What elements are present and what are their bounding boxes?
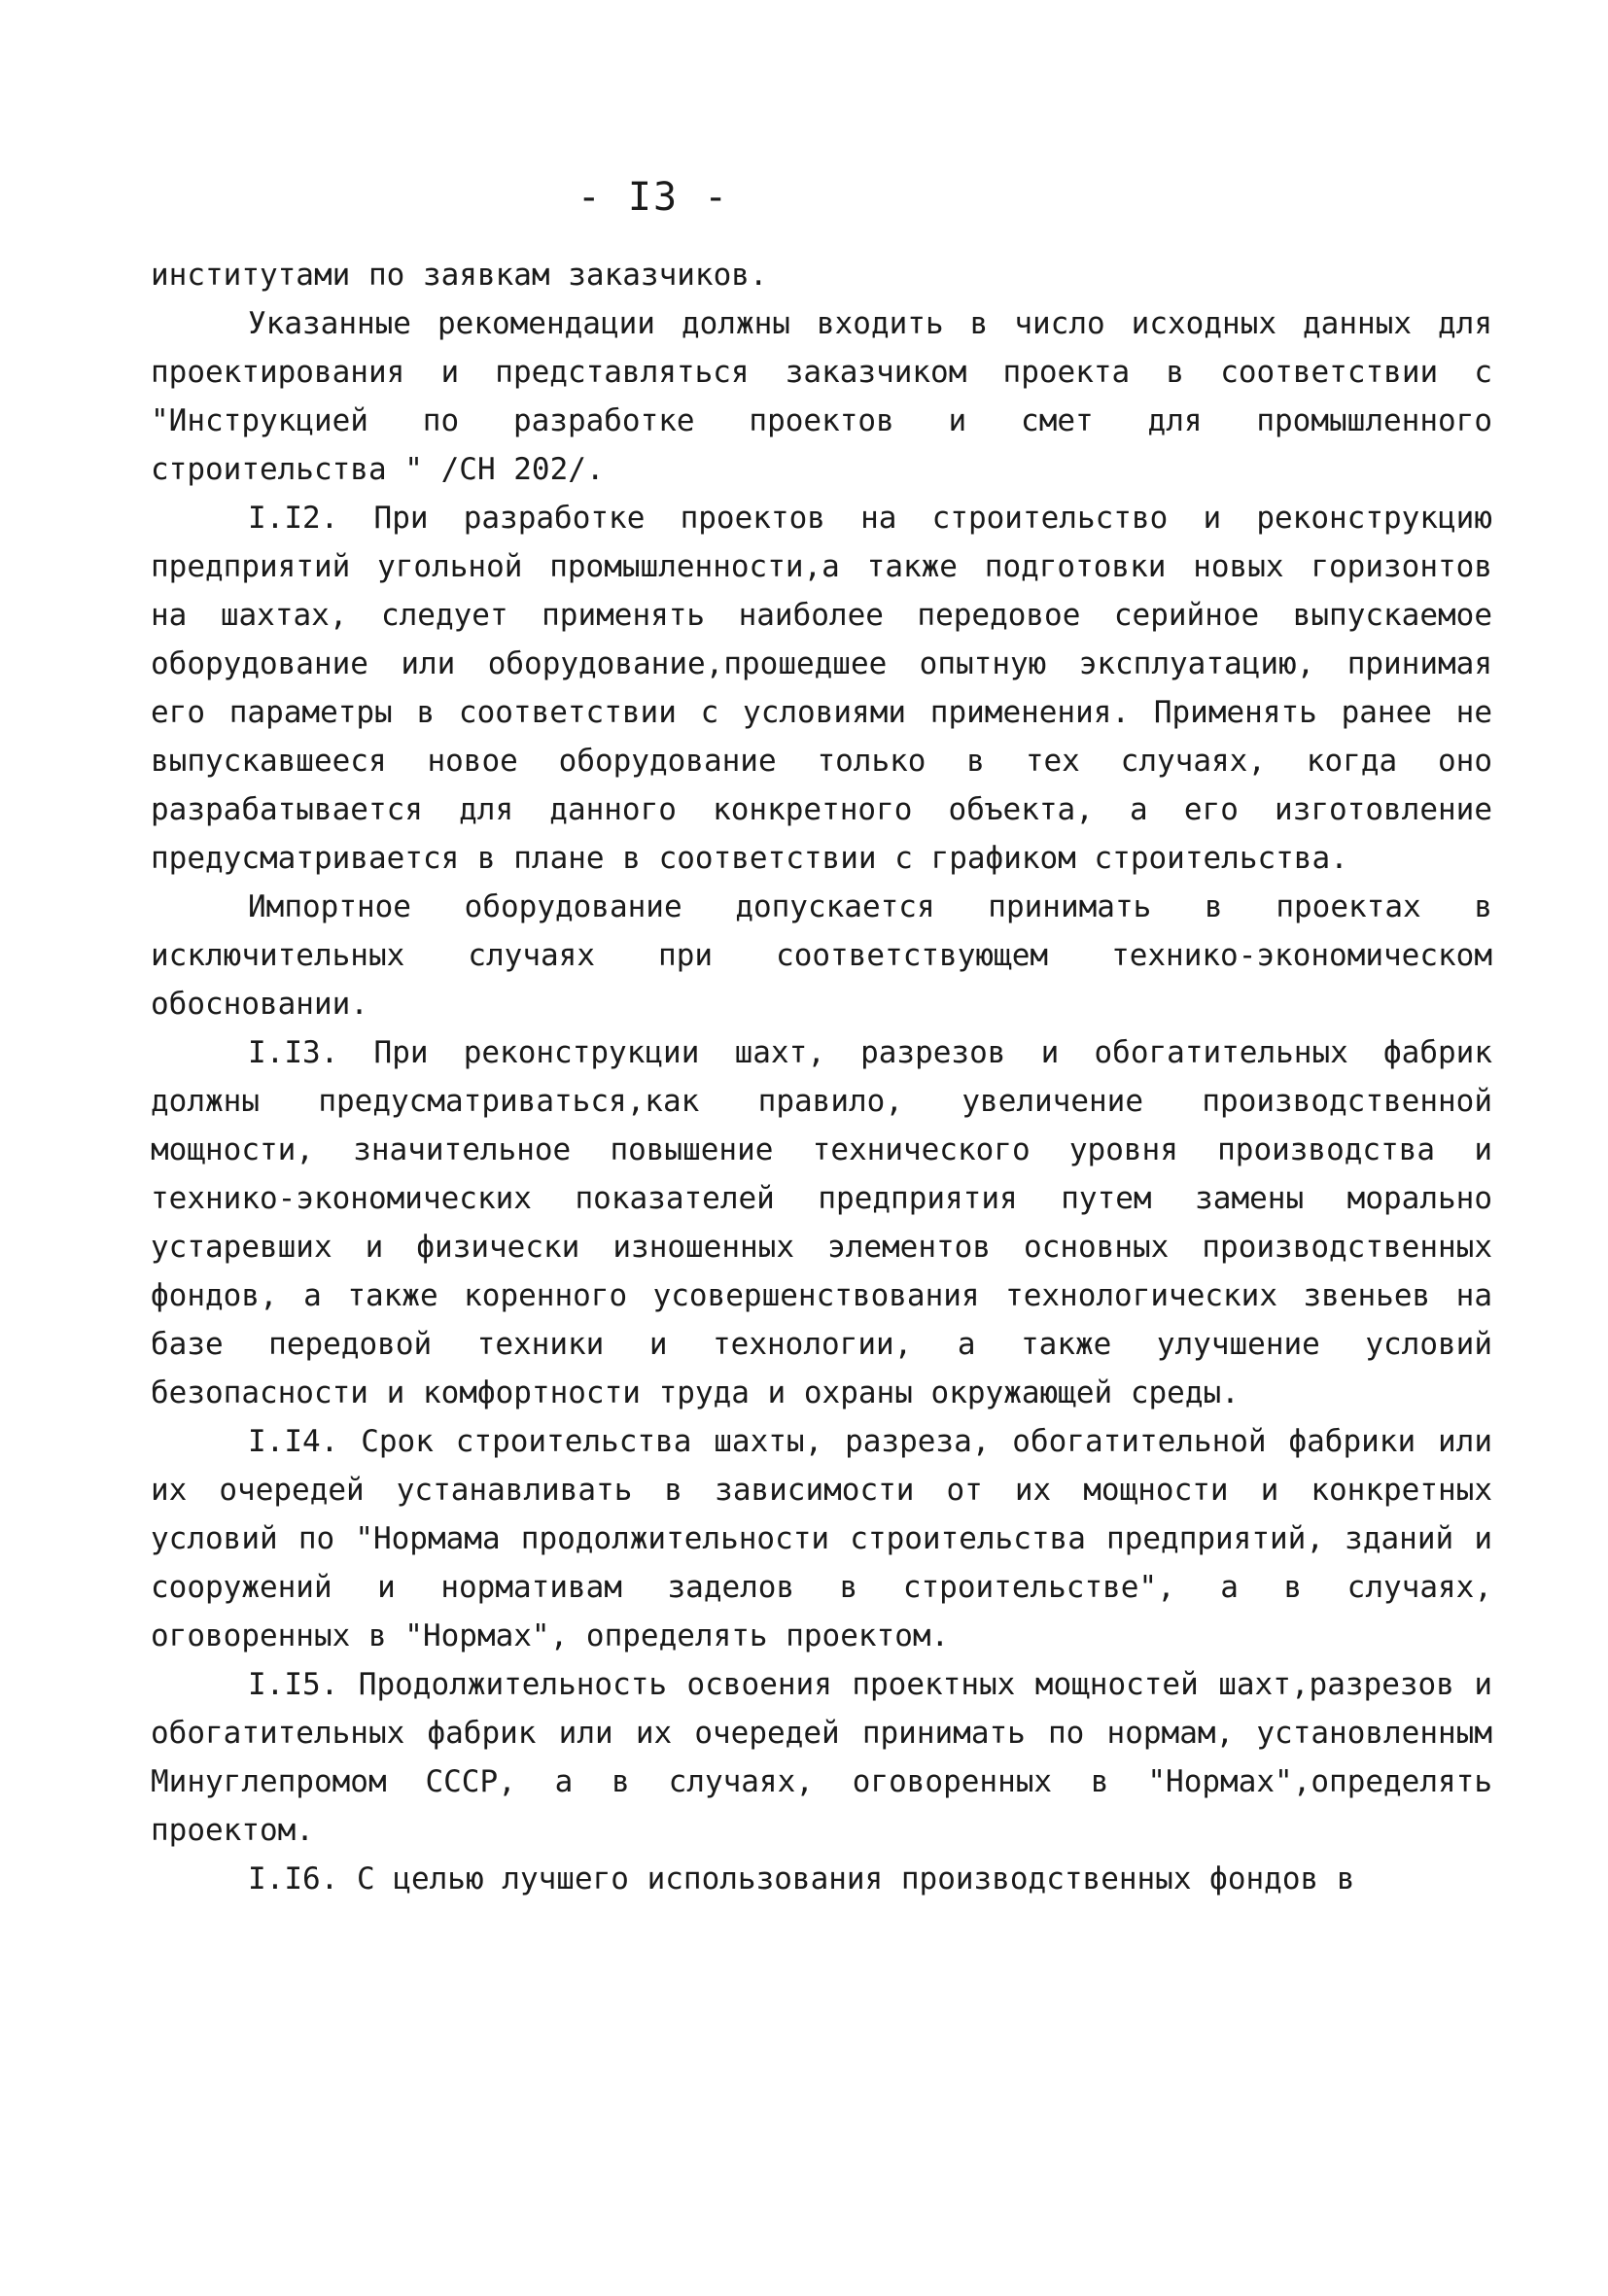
paragraph: институтами по заявкам заказчиков. bbox=[151, 258, 768, 293]
paragraph-section-1-12: I.I2. При разработке проектов на строительство и реконструкцию предприятий угольной промышленности,а также подготовки новых горизонтов на шахтах, следует применять наиболее передовое серийное выпускаемое оборудование или оборудование,прошедшее опытную эксплуатацию, принимая его параметры в соответствии с условиями применения. Применять ранее не выпускавшееся новое оборудование только в тех случаях, когда оно разрабатывается для данного конкретного объекта, а его изготовление предусматривается в плане в соответствии с графиком строительства. bbox=[151, 501, 1492, 876]
paragraph: Импортное оборудование допускается принимать в проектах в исключительных случаях при соответствующем технико-экономическом обосновании. bbox=[151, 889, 1492, 1022]
paragraph-section-1-14: I.I4. Срок строительства шахты, разреза, обогатительной фабрики или их очередей устанавливать в зависимости от их мощности и конкретных условий по "Нормама продолжительности строительства предприятий, зданий и сооружений и нормативам заделов в строительстве", а в случаях, оговоренных в "Нормах", определять проектом. bbox=[151, 1424, 1492, 1653]
page-number: - I3 - bbox=[577, 175, 730, 220]
paragraph: Указанные рекомендации должны входить в число исходных данных для проектирования и представляться заказчиком проекта в соответствии с "Инструкцией по разработке проектов и смет для промышленного строительства " /СН 202/. bbox=[151, 306, 1492, 487]
paragraph-section-1-15: I.I5. Продолжительность освоения проектных мощностей шахт,разрезов и обогатительных фабрик или их очередей принимать по нормам, установленным Минуглепромом СССР, а в случаях, оговоренных в "Нормах",определять проектом. bbox=[151, 1667, 1492, 1848]
body-text bbox=[151, 251, 1492, 1903]
paragraph-section-1-16: I.I6. С целью лучшего использования производственных фондов в bbox=[248, 1861, 1355, 1896]
paragraph-section-1-13: I.I3. При реконструкции шахт, разрезов и обогатительных фабрик должны предусматриваться,как правило, увеличение производственной мощности, значительное повышение технического уровня производства и технико-экономических показателей предприятия путем замены морально устаревших и физически изношенных элементов основных производственных фондов, а также коренного усовершенствования технологических звеньев на базе передовой техники и технологии, а также улучшение условий безопасности и комфортности труда и охраны окружающей среды. bbox=[151, 1035, 1492, 1410]
